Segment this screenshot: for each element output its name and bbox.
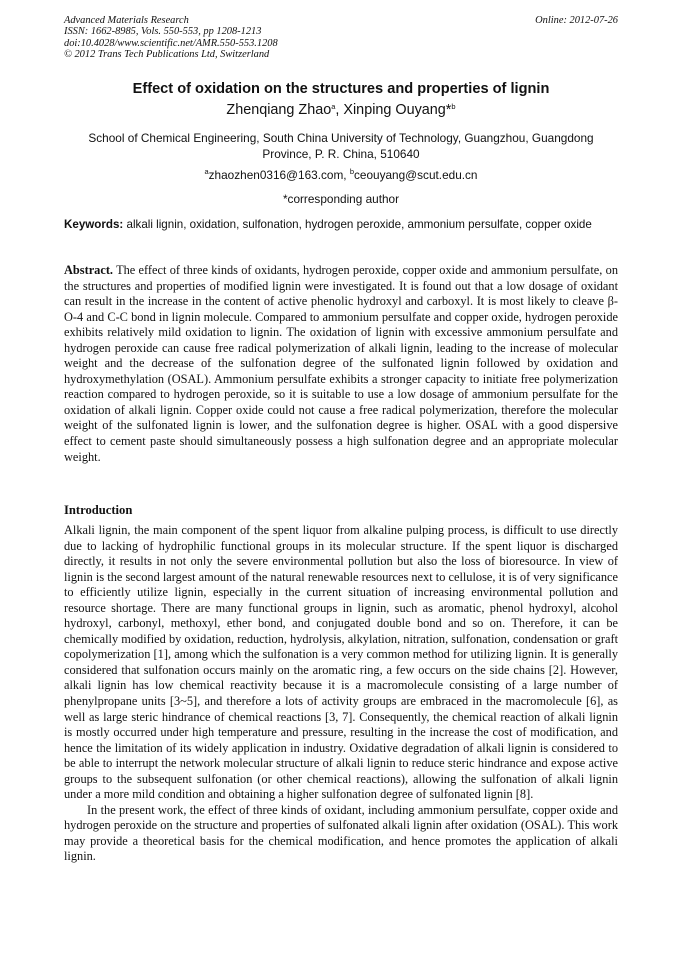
corresponding-author-note: *corresponding author [282, 192, 400, 206]
author-name: Xinping Ouyang* [343, 102, 452, 118]
keywords-label: Keywords: [64, 218, 124, 231]
author-separator: , [335, 102, 344, 118]
copyright-line: © 2012 Trans Tech Publications Ltd, Switzerland [64, 48, 270, 60]
abstract-label: Abstract. [64, 263, 114, 277]
email-marker: a [204, 167, 209, 176]
online-date: Online: 2012-07-26 [535, 15, 618, 26]
paper-title: Effect of oxidation on the structures and properties of lignin [132, 81, 550, 97]
section-heading: Introduction [64, 503, 133, 517]
doi-line[interactable]: doi:10.4028/www.scientific.net/AMR.550-553.1208 [64, 37, 278, 49]
author-name: Zhenqiang Zhao [226, 102, 332, 118]
keywords [64, 217, 618, 233]
keywords-text: alkali lignin, oxidation, sulfonation, hydrogen peroxide, ammonium persulfate, copper oxide [123, 218, 592, 231]
paragraph: Alkali lignin, the main component of the spent liquor from alkaline pulping process, is difficult to use directly due to lacking of hydrophilic functional groups in its molecular structure. If the spent liquor is discharged directly, it results in not only the severe environmental pollution but also the loss of bioresource. In view of lignin is the second largest amount of the natural renewable resources next to cellulose, it is of very significance to efficiently utilize lignin, especially in the current situation of increasing environmental pollution and resource shortage. There are many functional groups in lignin, such as aromatic, phenol hydroxyl, alcohol hydroxyl, carbonyl, methoxyl, ether bond, and conjugated double bond and so on. Therefore, it can be chemically modified by oxidation, reduction, hydrolysis, alkylation, nitration, sulfonation, condensation or graft copolymerization [1], among which the sulfonation is a very common method for utilizing lignin. It is generally considered that sulfonation occurs mainly on the aromatic ring, a few occurs on the side chains [2]. However, alkali lignin has low chemical reactivity because it is a macromolecule consisting of a large number of phenylpropane units [3~5], and therefore a lots of activity groups are embraced in the macromolecule [6], as well as large steric hindrance of chemical reactions [3, 7]. Consequently, the chemical reaction of alkali lignin is mostly occurred under high temperature and pressure, resulting in the increase the cost of modification, and hence the limitation of its widely application in industry. Oxidative degradation of alkali lignin is considered to be able to interrupt the network molecular structure of alkali lignin to reduce steric hindrance and expose active groups to the subsequent sulfonation (or other chemical reactions), allowing the sulfonation of alkali lignin under a more mild condition and obtaining a higher sulfonation degree of sulfonated lignin [8]. [64, 523, 618, 802]
abstract [64, 263, 618, 465]
paragraph: In the present work, the effect of three kinds of oxidant, including ammonium persulfate, copper oxide and hydrogen peroxide on the structure and properties of sulfonated alkali lignin after oxidation (OSAL). This work may provide a theoretical basis for the chemical modification, and hence promotes the application of alkali lignin. [64, 802, 618, 864]
abstract-text: The effect of three kinds of oxidants, hydrogen peroxide, copper oxide and ammonium persulfate, on the structures and properties of modified lignin were investigated. It is found out that a low dosage of oxidant can result in the increase in the content of active phenolic hydroxyl and carboxyl. It is most likely to cleave β-O-4 and C-C bond in lignin molecule. Compared to ammonium persulfate and copper oxide, hydrogen peroxide exhibits relatively mild oxidation to lignin. The oxidation of lignin with excessive ammonium persulfate and hydrogen peroxide can cause free radical polymerization of alkali lignin, leading to the increase of molecular weight and the decrease of the sulfonation degree of the sulfonated lignin followed by oxidation and hydroxymethylation (OSAL). Ammonium persulfate exhibits a stronger capacity to initiate free polymerization reaction compared to hydrogen peroxide, so it is suitable to use a low dosage of ammonium persulfate for the oxidation of alkali lignin. Copper oxide could not cause a free radical polymerization, therefore the molecular weight of the sulfonated lignin is lower, and the sulfonation degree is higher. OSAL with a good dispersive effect to cement paste should simultaneously possess a high sulfonation degree and an appropriate molecular weight. [64, 263, 618, 464]
email-address[interactable]: ceouyang@scut.edu.cn [354, 168, 478, 182]
email-marker: b [349, 167, 355, 176]
issn-line: ISSN: 1662-8985, Vols. 550-553, pp 1208-1213 [64, 26, 262, 38]
affiliation-marker: b [451, 102, 456, 111]
introduction-body [64, 523, 618, 865]
email-line [64, 167, 618, 183]
author-line [64, 101, 618, 119]
affiliation: School of Chemical Engineering, South China University of Technology, Guangzhou, Guangdong Province, P. R. China, 510640 [88, 131, 594, 161]
journal-name: Advanced Materials Research [64, 15, 189, 26]
affiliation-marker: a [331, 102, 336, 111]
email-address[interactable]: zhaozhen0316@163.com, [208, 168, 350, 182]
journal-header [64, 15, 618, 60]
